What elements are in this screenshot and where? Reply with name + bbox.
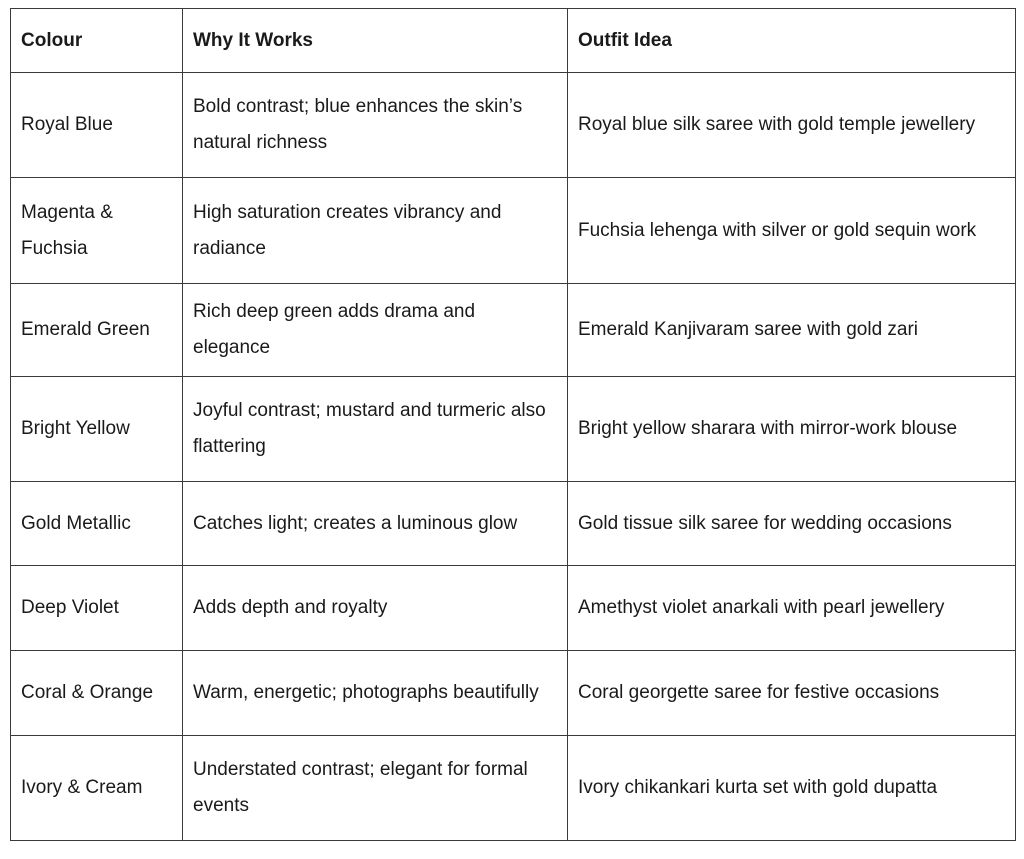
cell-colour: Bright Yellow <box>11 377 183 482</box>
cell-why: Rich deep green adds drama and elegance <box>183 284 568 377</box>
header-colour: Colour <box>11 9 183 73</box>
table-row <box>11 482 1016 566</box>
header-outfit-idea: Outfit Idea <box>568 9 1016 73</box>
cell-outfit: Coral georgette saree for festive occasions <box>568 651 1016 736</box>
cell-outfit: Emerald Kanjivaram saree with gold zari <box>568 284 1016 377</box>
cell-outfit: Ivory chikankari kurta set with gold dupatta <box>568 736 1016 841</box>
cell-why: Warm, energetic; photographs beautifully <box>183 651 568 736</box>
cell-why: High saturation creates vibrancy and radiance <box>183 178 568 284</box>
cell-why: Bold contrast; blue enhances the skin’s natural richness <box>183 73 568 178</box>
cell-outfit: Royal blue silk saree with gold temple jewellery <box>568 73 1016 178</box>
cell-why: Catches light; creates a luminous glow <box>183 482 568 566</box>
table-row <box>11 651 1016 736</box>
cell-why: Joyful contrast; mustard and turmeric also flattering <box>183 377 568 482</box>
table-row <box>11 377 1016 482</box>
table-container <box>10 8 1016 841</box>
table-row <box>11 178 1016 284</box>
cell-colour: Deep Violet <box>11 566 183 651</box>
cell-why: Adds depth and royalty <box>183 566 568 651</box>
cell-colour: Coral & Orange <box>11 651 183 736</box>
table-row <box>11 566 1016 651</box>
cell-outfit: Fuchsia lehenga with silver or gold sequin work <box>568 178 1016 284</box>
cell-outfit: Bright yellow sharara with mirror-work blouse <box>568 377 1016 482</box>
cell-colour: Magenta & Fuchsia <box>11 178 183 284</box>
cell-colour: Royal Blue <box>11 73 183 178</box>
cell-outfit: Gold tissue silk saree for wedding occasions <box>568 482 1016 566</box>
table-row <box>11 284 1016 377</box>
cell-outfit: Amethyst violet anarkali with pearl jewellery <box>568 566 1016 651</box>
header-why-it-works: Why It Works <box>183 9 568 73</box>
table-header-row <box>11 9 1016 73</box>
colour-guide-table <box>10 8 1016 841</box>
cell-colour: Gold Metallic <box>11 482 183 566</box>
table-row <box>11 736 1016 841</box>
cell-colour: Emerald Green <box>11 284 183 377</box>
cell-why: Understated contrast; elegant for formal events <box>183 736 568 841</box>
table-row <box>11 73 1016 178</box>
cell-colour: Ivory & Cream <box>11 736 183 841</box>
